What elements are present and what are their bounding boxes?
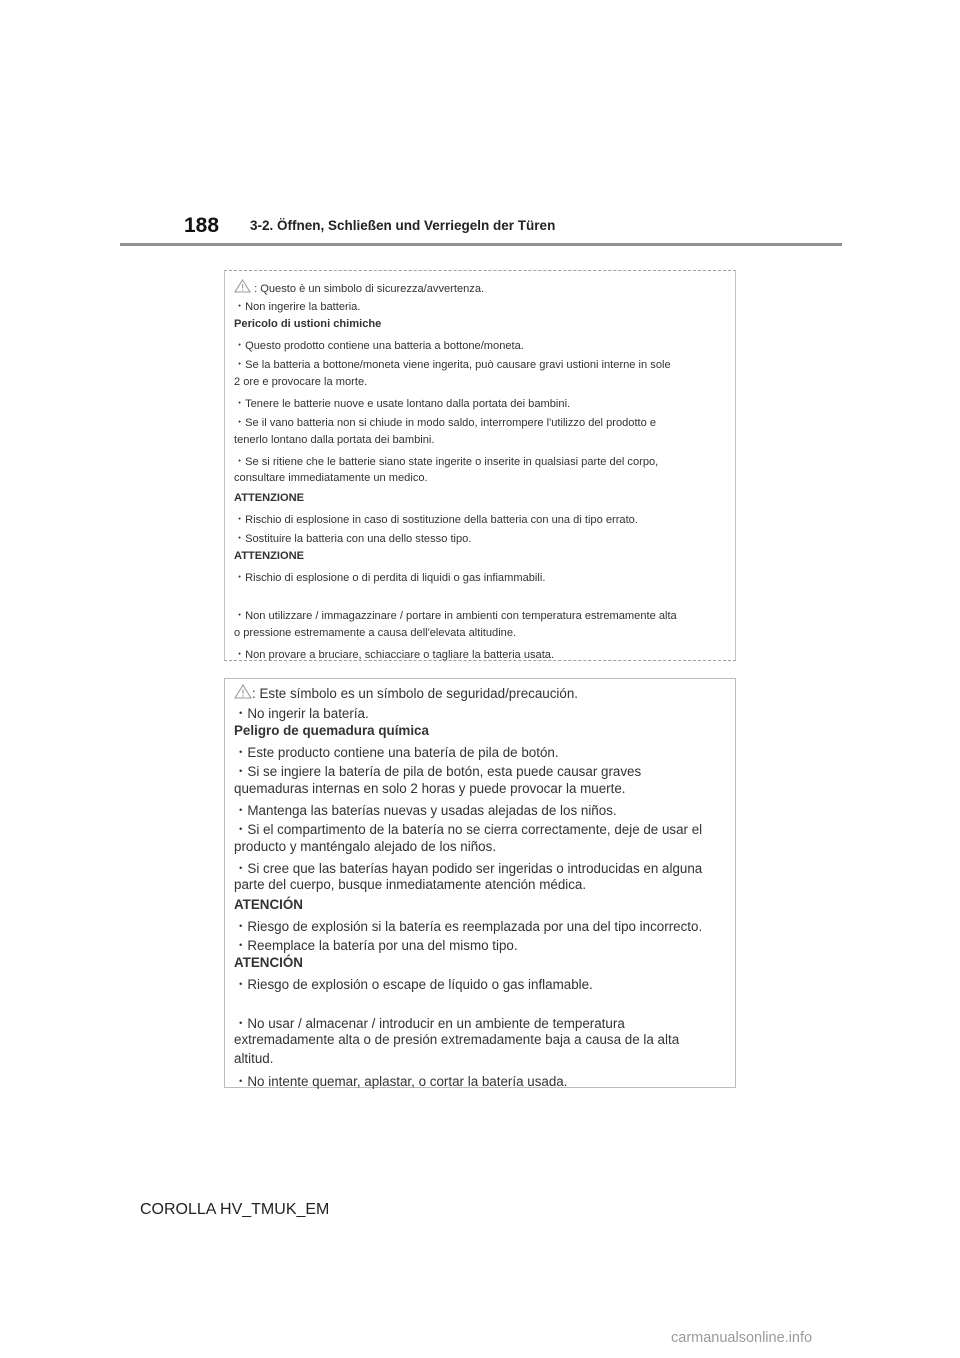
warning-text-line: ・Riesgo de explosión si la batería es reemplazada por una del tipo incorrecto. [234, 919, 703, 934]
warning-text-line: 2 ore e provocare la morte. [234, 376, 368, 388]
warning-text-line: consultare immediatamente un medico. [234, 472, 428, 484]
warning-text-line: ・Rischio di esplosione in caso di sostituzione della batteria con una di tipo errato. [234, 514, 638, 526]
warning-text-line: ・Mantenga las baterías nuevas y usadas alejadas de los niños. [234, 803, 617, 818]
warning-text-line: ・No ingerir la batería. [234, 706, 369, 721]
warning-text-line: ・Rischio di esplosione o di perdita di liquidi o gas infiammabili. [234, 572, 546, 584]
warning-heading: Pericolo di ustioni chimiche [234, 318, 382, 330]
warning-text-line: ・Non provare a bruciare, schiacciare o tagliare la batteria usata. [234, 649, 555, 661]
warning-text-line: ・Reemplace la batería por una del mismo tipo. [234, 938, 518, 953]
warning-text-line: ・Si el compartimento de la batería no se cierra correctamente, deje de usar el [234, 822, 703, 837]
warning-heading: ATTENZIONE [234, 550, 305, 562]
warning-text-line: ・Este producto contiene una batería de pila de botón. [234, 745, 559, 760]
header-divider [120, 243, 842, 246]
warning-text-line: ・Se la batteria a bottone/moneta viene ingerita, può causare gravi ustioni interne in sole [234, 359, 671, 371]
warning-text-line: ・Riesgo de explosión o escape de líquido o gas inflamable. [234, 977, 593, 992]
warning-text-line: producto y manténgalo alejado de los niños. [234, 839, 497, 854]
warning-text-line: : Questo è un simbolo di sicurezza/avvertenza. [234, 279, 484, 296]
warning-triangle-icon [234, 684, 252, 702]
warning-text-line: tenerlo lontano dalla portata dei bambini. [234, 434, 435, 446]
warning-triangle-icon [234, 279, 251, 296]
warning-heading: ATTENZIONE [234, 492, 305, 504]
warning-text-line: ・Questo prodotto contiene una batteria a bottone/moneta. [234, 340, 524, 352]
page-number: 188 [184, 214, 220, 237]
warning-text-line: ・No usar / almacenar / introducir en un ambiente de temperatura [234, 1016, 625, 1031]
warning-text-line: ・Non utilizzare / immagazzinare / portare in ambienti con temperatura estremamente alta [234, 610, 677, 622]
warning-text-line: ・No intente quemar, aplastar, o cortar la batería usada. [234, 1074, 568, 1089]
warning-heading: ATENCIÓN [234, 897, 303, 912]
italian-warning-box [224, 270, 736, 661]
page-header [0, 0, 960, 250]
warning-text-line: ・Se si ritiene che le batterie siano state ingerite o inserite in qualsiasi parte del corpo, [234, 456, 659, 468]
warning-text-line: ・Tenere le batterie nuove e usate lontano dalla portata dei bambini. [234, 398, 571, 410]
warning-text-line: parte del cuerpo, busque inmediatamente atención médica. [234, 877, 587, 892]
warning-heading: Peligro de quemadura química [234, 723, 429, 738]
watermark: carmanualsonline.info [671, 1330, 813, 1346]
spanish-warning-box [224, 678, 736, 1088]
warning-heading: ATENCIÓN [234, 955, 303, 970]
warning-text-line: ・Se il vano batteria non si chiude in modo saldo, interrompere l'utilizzo del prodotto e [234, 417, 657, 429]
warning-text-line: : Este símbolo es un símbolo de seguridad/precaución. [234, 684, 578, 702]
warning-text-line: ・Si cree que las baterías hayan podido ser ingeridas o introducidas en alguna [234, 861, 703, 876]
model-code: COROLLA HV_TMUK_EM [140, 1201, 330, 1218]
warning-text-line: altitud. [234, 1051, 274, 1066]
chapter-title: 3-2. Öffnen, Schließen und Verriegeln der Türen [250, 218, 556, 233]
warning-text-line: quemaduras internas en solo 2 horas y puede provocar la muerte. [234, 781, 626, 796]
warning-text-line: ・Non ingerire la batteria. [234, 301, 361, 313]
warning-text-line: ・Sostituire la batteria con una dello stesso tipo. [234, 533, 472, 545]
warning-text-line: o pressione estremamente a causa dell'elevata altitudine. [234, 627, 517, 639]
warning-text-line: ・Si se ingiere la batería de pila de botón, esta puede causar graves [234, 764, 642, 779]
warning-text-line: extremadamente alta o de presión extremadamente baja a causa de la alta [234, 1032, 680, 1047]
